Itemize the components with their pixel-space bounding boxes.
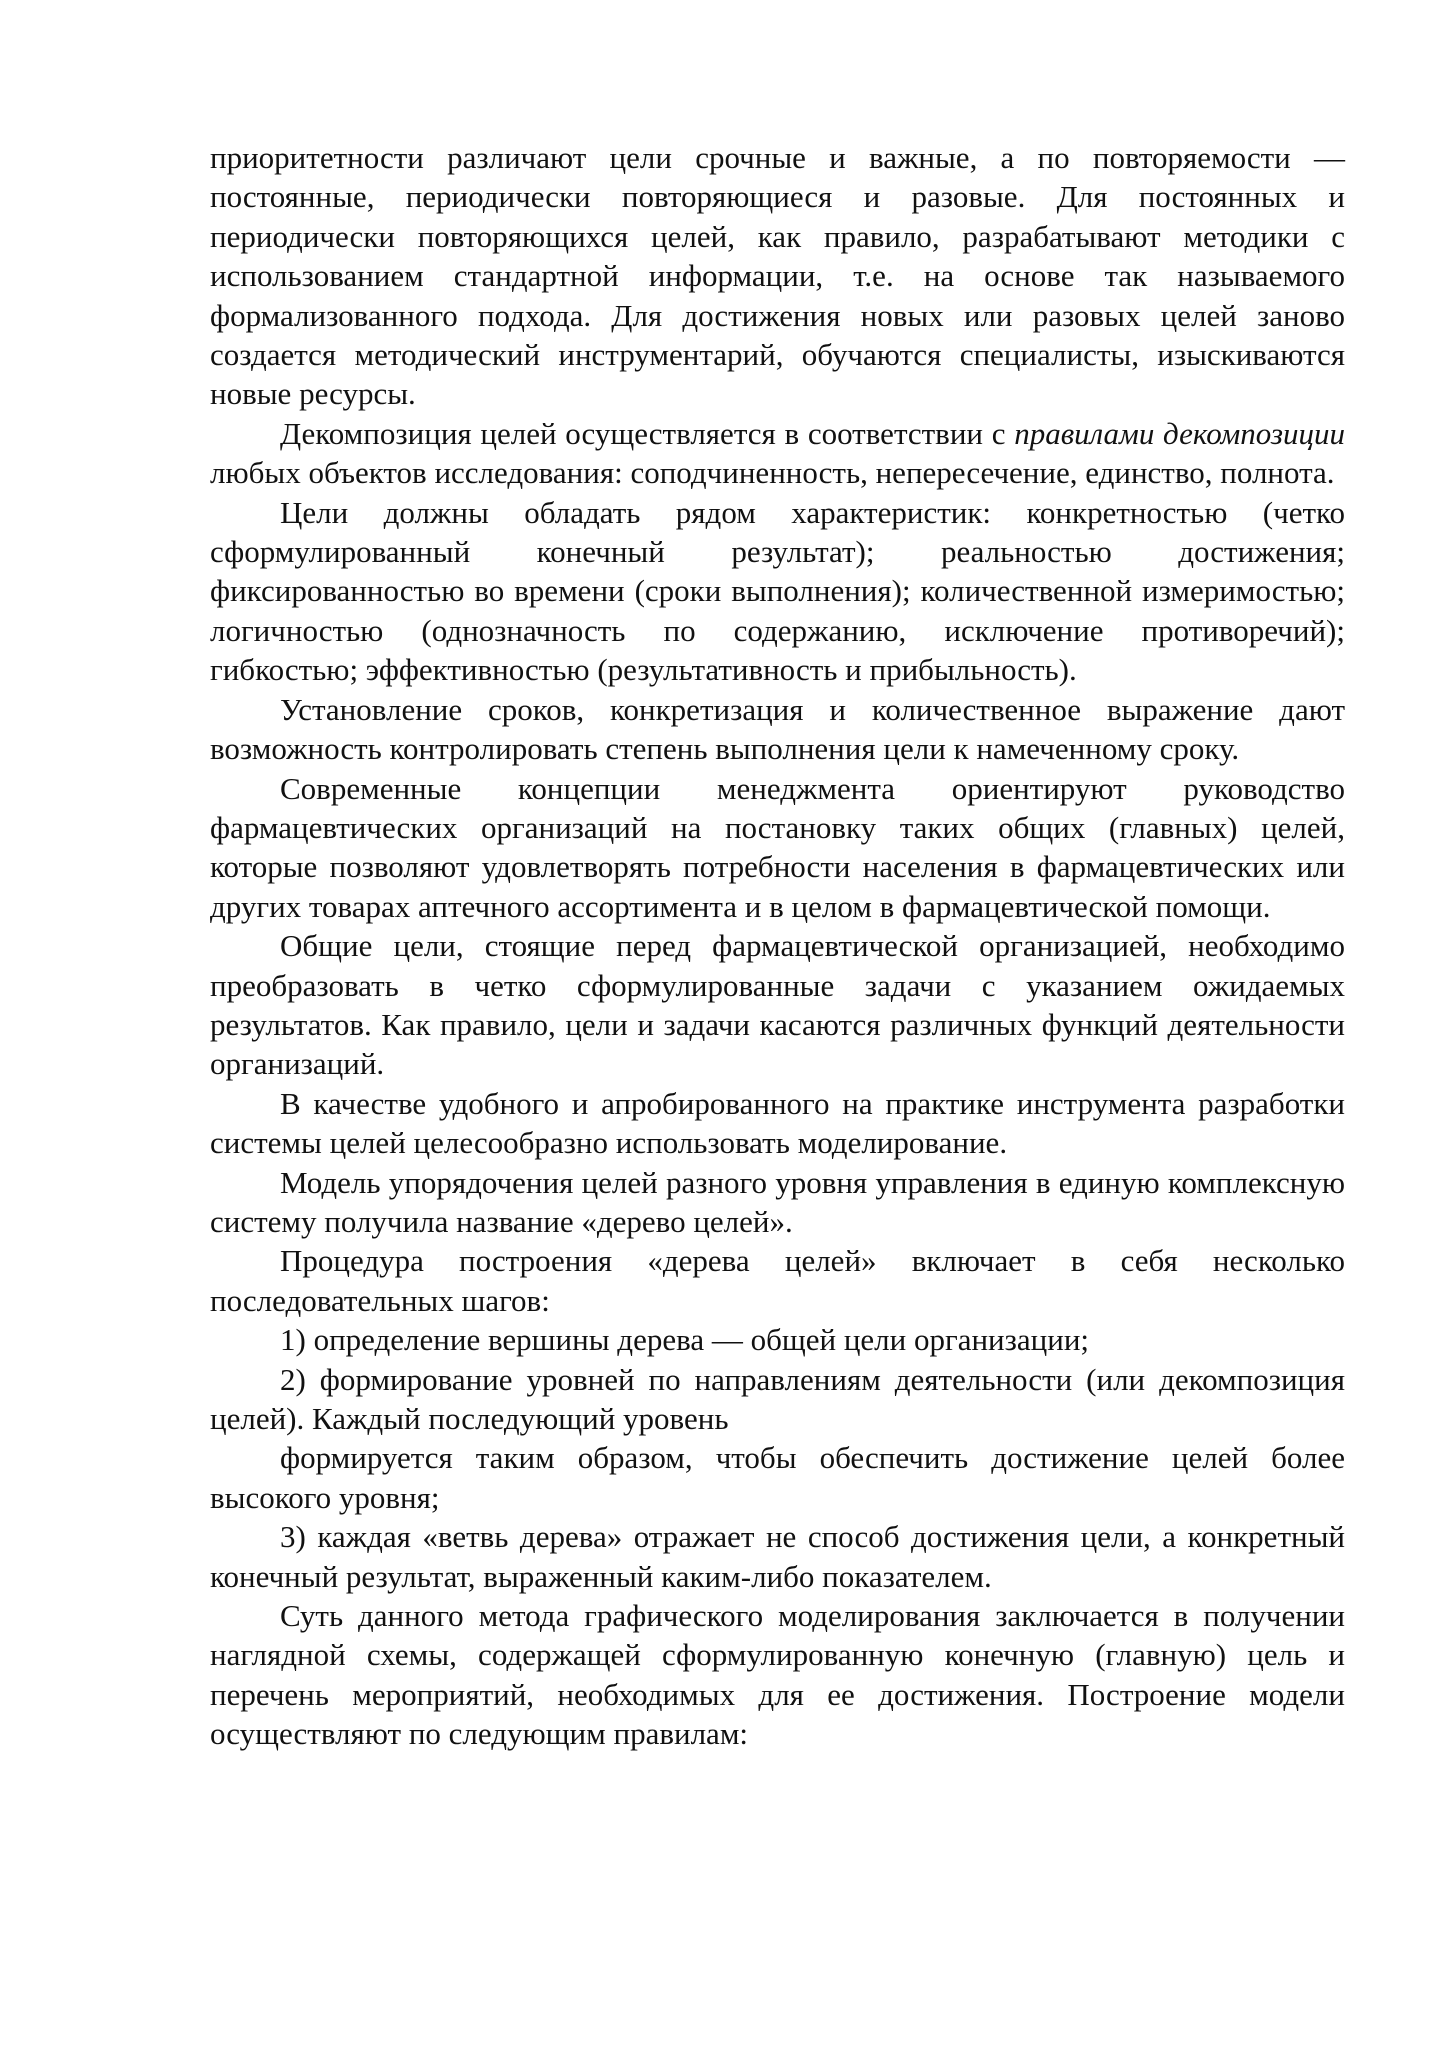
paragraph-essence: Суть данного метода графического моделирования заключается в получении наглядной схемы, содержащей сформулированную конечную (главную) цель и перечень мероприятий, необходимых для ее достижения. Построение модели осуществляют по следующим правилам: <box>210 1598 1345 1752</box>
paragraph-general-goals: Общие цели, стоящие перед фармацевтической организацией, необходимо преобразовать в четко сформулированные задачи с указанием ожидаемых результатов. Как правило, цели и задачи касаются различных функций деятельности организаций. <box>210 928 1345 1082</box>
document-page <box>210 138 1345 1754</box>
paragraph-concepts: Современные концепции менеджмента ориентируют руководство фармацевтических организаций на постановку таких общих (главных) целей, которые позволяют удовлетворять потребности населения в фармацевтических или других товарах аптечного ассортимента и в целом в фармацевтической помощи. <box>210 770 1345 924</box>
list-item-step-2-continuation: формируется таким образом, чтобы обеспечить достижение целей более высокого уровня; <box>210 1440 1345 1515</box>
decomposition-text-after: любых объектов исследования: соподчиненность, непересечение, единство, полнота. <box>210 455 1335 491</box>
paragraph-model-name: Модель упорядочения целей разного уровня управления в единую комплексную систему получила название «дерево целей». <box>210 1164 1345 1239</box>
paragraph-characteristics: Цели должны обладать рядом характеристик: конкретностью (четко сформулированный конечный результат); реальностью достижения; фиксированностью во времени (сроки выполнения); количественной измеримостью; логичностью (однозначность по содержанию, исключение противоречий); гибкостью; эффективностью (результативность и прибыльность). <box>210 494 1345 688</box>
paragraph-decomposition <box>210 414 1345 493</box>
list-item-step-1: 1) определение вершины дерева — общей цели организации; <box>280 1322 1090 1358</box>
list-item-step-3: 3) каждая «ветвь дерева» отражает не способ достижения цели, а конкретный конечный результат, выраженный каким-либо показателем. <box>210 1519 1345 1594</box>
paragraph-deadlines: Установление сроков, конкретизация и количественное выражение дают возможность контролировать степень выполнения цели к намеченному сроку. <box>210 691 1345 767</box>
paragraph-modeling: В качестве удобного и апробированного на практике инструмента разработки системы целей целесообразно использовать моделирование. <box>210 1085 1345 1161</box>
list-item-step-2: 2) формирование уровней по направлениям деятельности (или декомпозиция целей). Каждый последующий уровень <box>210 1361 1345 1436</box>
paragraph-procedure: Процедура построения «дерева целей» включает в себя несколько последовательных шагов: <box>210 1243 1345 1318</box>
decomposition-rules-italic: правилами декомпозиции <box>1014 415 1345 451</box>
paragraph-continuation: приоритетности различают цели срочные и важные, а по повторяемости — постоянные, периодически повторяющиеся и разовые. Для постоянных и периодически повторяющихся целей, как правило, разрабатывают методики с использованием стандартной информации, т.е. на основе так называемого формализованного подхода. Для достижения новых или разовых целей заново создается методический инструментарий, обучаются специалисты, изыскиваются новые ресурсы. <box>210 140 1345 412</box>
decomposition-text-before: Декомпозиция целей осуществляется в соответствии с <box>280 415 1015 451</box>
